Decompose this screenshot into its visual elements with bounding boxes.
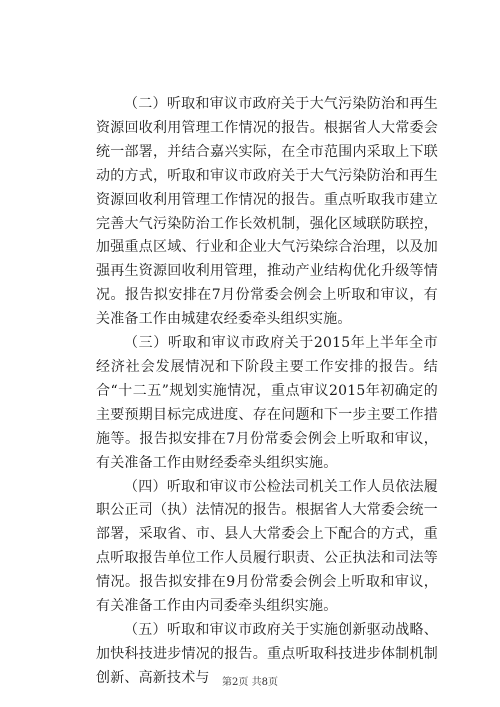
paragraph-2-air-pollution: （二）听取和审议市政府关于大气污染防治和再生资源回收利用管理工作情况的报告。根据省人大常委会统一部署，并结合嘉兴实际，在全市范围内采取上下联动的方式，听取和审议市政府关于大气污染防治和再生资源回收利用管理工作情况的报告。重点听取我市建立完善大气污染防治工作长效机制，强化区域联防联控，加强重点区域、行业和企业大气污染综合治理，以及加强再生资源回收利用管理，推动产业结构优化升级等情况。报告拟安排在7月份常委会例会上听取和审议，有关准备工作由城建农经委牵头组织实施。 [96,96,438,328]
paragraph-4-judicial-report: （四）听取和审议市公检法司机关工作人员依法履职公正司（执）法情况的报告。根据省人大常委会统一部署，采取省、市、县人大常委会上下配合的方式，重点听取报告单位工作人员履行职责、公正执法和司法等情况。报告拟安排在9月份常委会例会上听取和审议，有关准备工作由内司委牵头组织实施。 [96,478,438,615]
document-body [96,93,438,691]
page-number-footer: 第2页 共8页 [222,677,278,688]
paragraph-5-innovation-report: （五）听取和审议市政府关于实施创新驱动战略、加快科技进步情况的报告。重点听取科技进步体制机制创新、高新技术与 [96,621,438,686]
paragraph-3-economic-report: （三）听取和审议市政府关于2015年上半年全市经济社会发展情况和下阶段主要工作安排的报告。结合“十二五”规划实施情况，重点审议2015年初确定的主要预期目标完成进度、存在问题和下一步主要工作措施等。报告拟安排在7月份常委会例会上听取和审议，有关准备工作由财经委牵头组织实施。 [96,335,438,471]
